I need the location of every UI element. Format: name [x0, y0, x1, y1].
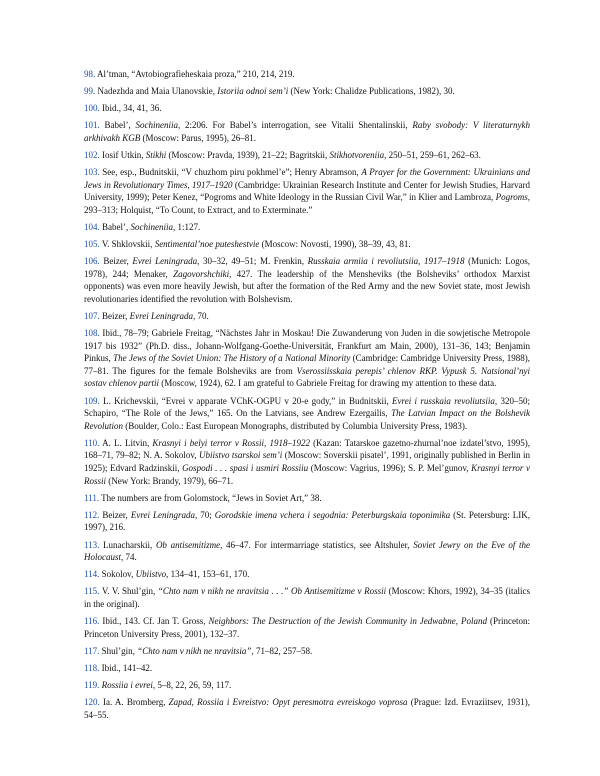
endnote-title-italic: Pogroms — [495, 192, 528, 203]
endnote-title-italic: Russkaia armiia i revoliutsiia, 1917–1918 — [307, 256, 465, 267]
endnote-text: Iosif Utkin, — [99, 149, 146, 160]
endnote-text: (Moscow: Parus, 1995), 26–81. — [140, 132, 256, 143]
endnote — [84, 645, 530, 658]
endnote-text: Beizer, — [99, 256, 133, 267]
endnote-text: (Boulder, Colo.: East European Monographs, distributed by Columbia University Press, 1983). — [123, 420, 468, 431]
endnote-number-link[interactable]: 120. — [84, 696, 100, 707]
endnote — [84, 679, 530, 692]
endnote-number-link[interactable]: 114. — [84, 569, 100, 580]
endnote-text: (Moscow: Khors, 1992), 34–35 (italics in the original). — [84, 586, 531, 609]
endnote-title-italic: Evrei Leningrada — [129, 311, 194, 321]
endnote — [84, 310, 530, 323]
endnote-text: (St. Petersburg: LIK, 1997), 216. — [84, 509, 530, 533]
endnote-text: V. V. Shul’gin, — [99, 586, 158, 597]
endnote-text: , 2:206. For Babel’s interrogation, see Vitalii Shentalinskii, — [178, 120, 413, 131]
endnote-text: Ibid., 141–42. — [99, 662, 153, 673]
endnote — [84, 149, 530, 162]
endnotes-page — [84, 68, 530, 726]
endnote-text: , 30–32, 49–51; M. Frenkin, — [197, 256, 308, 267]
endnote — [84, 102, 530, 115]
endnote-title-italic: Stikhotvoreniia — [329, 149, 385, 160]
endnote-number-link[interactable]: 106. — [84, 256, 100, 267]
endnote-number-link[interactable]: 100. — [84, 103, 100, 114]
endnote-text: , 427. The leadership of the Mensheviks (the Bolsheviks’ orthodox Marxist opponents) was even more heavily Jewish, but after the formation of the Red Army and the new Soviet state, most Jewish revolutionaries identified the revolution with Bolshevism. — [84, 268, 531, 304]
endnote-number-link[interactable]: 111. — [84, 492, 100, 503]
endnote-number-link[interactable]: 112. — [84, 509, 100, 520]
endnote — [84, 221, 530, 234]
endnote — [84, 238, 530, 251]
endnote-number-link[interactable]: 110. — [84, 437, 100, 448]
endnote-title-italic: Evrei i russkaia revoliutsiia — [392, 395, 495, 406]
endnote-text: (Moscow: Pravda, 1939), 21–22; Bagritskii, — [166, 149, 330, 160]
endnote-text: (Cambridge: Ukrainian Research Institute and Center for Jewish Studies, Harvard University, 1999); Peter Kenez, “Pogroms and White Ideology in the Russian Civil War,” in Klier and Lambroza, — [84, 179, 530, 203]
endnote-title-italic: Istoriia odnoi sem’i — [217, 86, 289, 97]
endnote-title-italic: The Jews of the Soviet Union: The History of a National Minority — [113, 353, 351, 364]
endnote-title-italic: Ubiistvo — [135, 569, 167, 580]
endnote-text: (Munich: Logos, 1978), 244; Menaker, — [84, 256, 530, 279]
endnote-text: , 70. — [193, 311, 209, 321]
endnote-title-italic: Evrei Leningrada — [132, 256, 198, 267]
endnote-title-italic: Vserossiisskaia perepis’ chlenov RKP. Vypusk 5. Natsional’nyi sostav chlenov partii — [84, 365, 530, 389]
endnote-number-link[interactable]: 103. — [84, 167, 100, 178]
endnote-text: Ia. A. Bromberg, — [99, 696, 169, 707]
endnote-number-link[interactable]: 99. — [84, 86, 96, 97]
endnote-text: (Moscow: Novosti, 1990), 38–39, 43, 81. — [259, 239, 411, 250]
endnote-text: Beizer, — [99, 509, 131, 520]
endnote-text: (Kazan: Tatarskoe gazetno-zhurnal’noe izdatel’stvo, 1995), 168–71, 79–82; N. A. Sokolov, — [84, 437, 530, 461]
endnote-text: , 134–41, 153–61, 170. — [166, 569, 250, 580]
endnote-text: Beizer, — [99, 311, 130, 321]
endnote-text: See, esp., Budnitskii, “V chuzhom piru pokhmel’e”; Henry Abramson, — [99, 167, 362, 178]
endnote — [84, 437, 530, 487]
endnote-text: Babel’, — [99, 120, 136, 131]
endnote-title-italic: Sentimental’noe puteshestvie — [154, 239, 260, 250]
endnote-text: , 250–51, 259–61, 262–63. — [384, 149, 481, 160]
endnote-text: , 5–8, 22, 26, 59, 117. — [152, 679, 232, 690]
endnote-title-italic: Rossiia i evrei — [99, 679, 153, 690]
endnote — [84, 492, 530, 505]
endnote-title-italic: Ob antisemitizme — [155, 539, 221, 550]
endnote-text: Sokolov, — [99, 569, 136, 580]
endnote-number-link[interactable]: 102. — [84, 149, 100, 160]
endnote-title-italic: Soviet Jewry on the Eve of the Holocaust — [84, 539, 530, 563]
endnote-text: Al’tman, “Avtobiografieheskaia proza,” 210, 214, 219. — [95, 69, 295, 79]
endnote-number-link[interactable]: 119. — [84, 679, 100, 690]
endnote — [84, 85, 530, 98]
endnote-text: (Moscow: Soverskii pisatel’, 1991, originally published in Berlin in 1925); Edvard Radzinskii, — [84, 450, 530, 474]
endnote-title-italic: Zapad, Rossiia i Evreistvo: Opyt peresmotra evreiskogo voprosa — [168, 696, 408, 707]
endnote — [84, 68, 530, 81]
endnote-title-italic: A Prayer for the Government: Ukrainians and Jews in Revolutionary Times, 1917–1920 — [84, 167, 531, 190]
endnote-number-link[interactable]: 118. — [84, 662, 100, 673]
endnote-text: A. L. Litvin, — [99, 437, 153, 448]
endnote-text: (Princeton: Princeton University Press, 2001), 132–37. — [84, 615, 531, 639]
endnote-title-italic: “Chto nam v nikh ne nravitsia” — [137, 645, 252, 656]
endnote-number-link[interactable]: 101. — [84, 120, 100, 131]
endnote-text: (New York: Brandy, 1979), 66–71. — [106, 475, 234, 486]
endnote-title-italic: Raby svobody: V literaturnykh arkhivakh KGB — [84, 120, 530, 143]
endnote-text: , 320–50; Schapiro, “The Role of the Jews,” 165. On the Latvians, see Andrew Ezergailis, — [84, 395, 530, 419]
endnote — [84, 615, 530, 640]
endnote — [84, 696, 530, 721]
endnote-title-italic: “Chto nam v nikh ne nravitsia . . .” Ob Antisemitizme v Rossii — [157, 586, 387, 597]
endnote-number-link[interactable]: 108. — [84, 328, 100, 339]
endnote-number-link[interactable]: 109. — [84, 395, 100, 406]
endnote — [84, 395, 530, 433]
endnote — [84, 255, 530, 305]
endnote-text: Lunacharskii, — [99, 539, 156, 550]
endnote-text: (Prague: Izd. Evraziitsev, 1931), 54–55. — [84, 696, 530, 720]
endnote-text: Babel’, — [99, 221, 131, 232]
endnote-number-link[interactable]: 113. — [84, 539, 100, 550]
endnote-title-italic: Zagovorshchiki — [173, 268, 230, 279]
endnote-number-link[interactable]: 105. — [84, 239, 100, 250]
endnote — [84, 327, 530, 390]
endnote-text: V. Shklovskii, — [99, 239, 155, 250]
endnote-text: (Cambridge: Cambridge University Press, 1988), 77–81. The figures for the female Bolsheviks are from — [84, 353, 530, 376]
endnote-title-italic: The Latvian Impact on the Bolshevik Revolution — [84, 408, 530, 431]
endnote-text: The numbers are from Golomstock, “Jews in Soviet Art,” 38. — [99, 492, 322, 503]
endnote-text: Nadezhda and Maia Ulanovskie, — [95, 86, 218, 97]
endnote-text: , 293–313; Holquist, “To Count, to Extract, and to Exterminate.” — [84, 192, 530, 215]
endnote-text: (New York: Chalidze Publications, 1982), 30. — [288, 86, 455, 97]
endnote-number-link[interactable]: 98. — [84, 69, 96, 79]
endnote-title-italic: Ubiistvo tsarskoi sem’i — [198, 450, 283, 461]
endnote — [84, 166, 530, 216]
endnote-text: , 70; — [195, 509, 215, 520]
endnote-title-italic: Krasnyi i belyi terror v Rossii, 1918–1922 — [152, 437, 310, 448]
endnote-text: (Moscow, 1924), 62. I am grateful to Gabriele Freitag for drawing my attention to these data. — [159, 378, 497, 389]
endnote-title-italic: Stikhi — [145, 149, 167, 160]
endnote-number-link[interactable]: 116. — [84, 615, 100, 626]
endnote-number-link[interactable]: 115. — [84, 586, 100, 597]
endnote-number-link[interactable]: 104. — [84, 221, 100, 232]
endnote-title-italic: Krasnyi terror v Rossii — [84, 463, 530, 486]
endnote-title-italic: Neighbors: The Destruction of the Jewish Community in Jedwabne, Poland — [208, 615, 488, 626]
endnote-text: Ibid., 78–79; Gabriele Freitag, “Nächstes Jahr in Moskau! Die Zuwanderung von Juden in die sowjetische Metropole 1917 bis 1932” (Ph.D. diss., Johann-Wolfgang-Goethe-Universität, Frankfurt am Main, 2000), 131–36, 143; Benjamin Pinkus, — [84, 328, 530, 364]
endnote-text: (Moscow: Vagrius, 1996); S. P. Mel’gunov, — [308, 463, 472, 474]
endnote-text: , 71–82, 257–58. — [251, 645, 313, 656]
endnote — [84, 568, 530, 581]
endnote-title-italic: Evrei Leningrada — [130, 509, 195, 520]
endnote-title-italic: Sochineniia — [135, 120, 179, 131]
endnote-text: , 46–47. For intermarriage statistics, see Altshuler, — [220, 539, 414, 550]
endnote-text: Shul’gin, — [99, 645, 138, 656]
endnote — [84, 662, 530, 675]
endnotes-list — [84, 68, 530, 721]
endnote-number-link[interactable]: 107. — [84, 311, 100, 321]
endnote — [84, 119, 530, 144]
endnote — [84, 509, 530, 534]
endnote-text: , 1:127. — [173, 221, 201, 232]
endnote-text: Ibid., 143. Cf. Jan T. Gross, — [99, 615, 209, 626]
endnote-text: , 74. — [121, 552, 137, 563]
endnote-title-italic: Gospodi . . . spasi i usmiri Rossiiu — [182, 463, 309, 474]
endnote-text: Ibid., 34, 41, 36. — [99, 103, 162, 114]
endnote — [84, 539, 530, 564]
endnote — [84, 585, 530, 610]
endnote-title-italic: Gorodskie imena vchera i segodnia: Peterburgskaia toponimika — [214, 509, 451, 520]
endnote-number-link[interactable]: 117. — [84, 645, 100, 656]
endnote-text: L. Krichevskii, “Evrei v apparate VChK-OGPU v 20-e gody,” in Budnitskii, — [99, 395, 393, 406]
endnote-title-italic: Sochineniia — [130, 221, 173, 232]
